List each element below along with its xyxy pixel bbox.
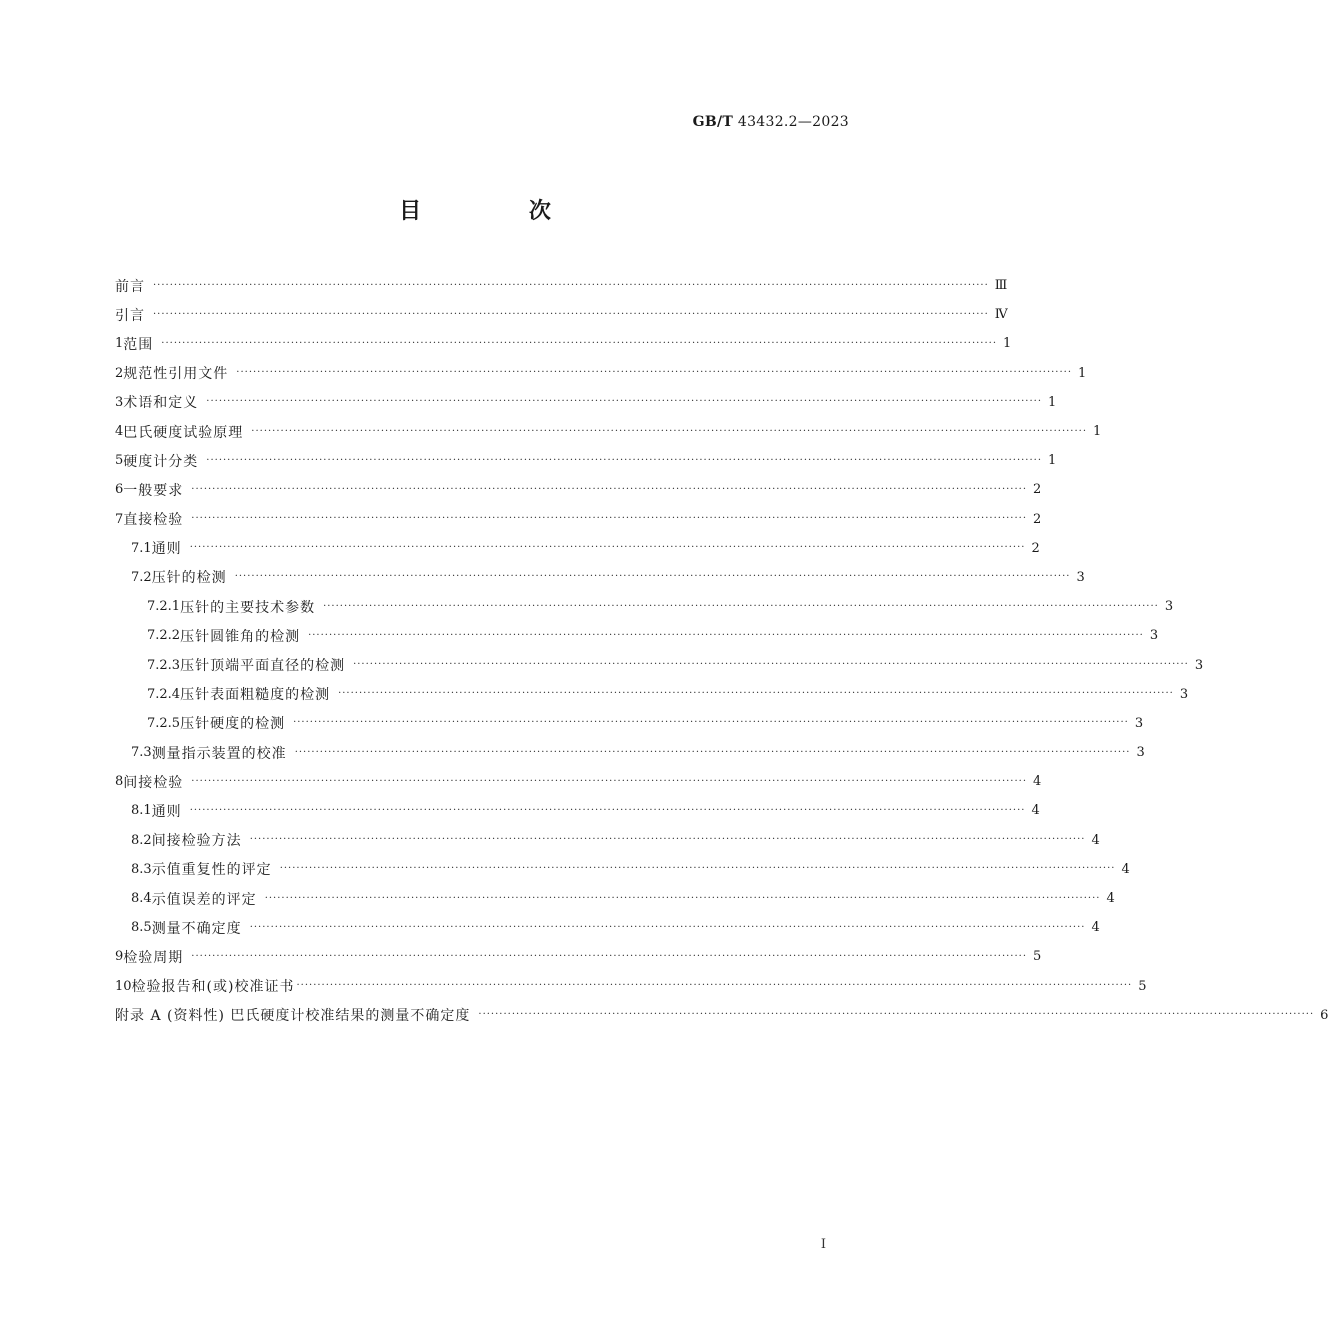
toc-entry[interactable] [115, 446, 1057, 475]
toc-entry-page: 1 [1093, 424, 1102, 440]
toc-entry-title: 一般要求 [123, 482, 184, 499]
toc-entry[interactable] [115, 388, 1057, 417]
toc-leader-dots: ········································································································································································································ [161, 337, 998, 349]
toc-leader-dots: ········································································································································································································ [191, 775, 1028, 787]
toc-entry-title: 引言 [115, 307, 145, 324]
toc-leader-dots: ········································································································································································································ [296, 980, 1133, 992]
toc-entry-page: 1 [1048, 394, 1057, 410]
toc-entry-page: 3 [1149, 628, 1159, 644]
toc-entry-page: 1 [1003, 336, 1012, 352]
toc-entry-page: 2 [1033, 511, 1042, 527]
toc-entry-page: 4 [1091, 920, 1100, 936]
toc-entry-page: 3 [1179, 686, 1189, 702]
toc-entry[interactable] [115, 767, 1042, 796]
toc-entry[interactable] [115, 505, 1042, 534]
toc-entry-title: 前言 [115, 278, 145, 295]
toc-entry[interactable] [115, 563, 1085, 592]
toc-entry-title: 测量指示装置的校准 [151, 745, 287, 762]
toc-entry[interactable] [115, 621, 1159, 650]
toc-leader-dots: ········································································································································································································ [189, 804, 1026, 816]
toc-entry-title: 巴氏硬度试验原理 [123, 424, 244, 441]
toc-leader-dots: ········································································································································································································ [153, 308, 989, 320]
toc-entry-page: 5 [1138, 978, 1147, 994]
toc-leader-dots: ········································································································································································································ [206, 454, 1043, 466]
toc-entry-number: 7 [115, 511, 124, 527]
toc-entry-title: 硬度计分类 [123, 453, 199, 470]
toc-entry-page: Ⅲ [994, 278, 1008, 294]
toc-entry-number: 2 [115, 365, 124, 381]
toc-entry[interactable] [115, 359, 1087, 388]
toc-entry[interactable] [115, 1001, 1328, 1030]
toc-entry-number: 7.2.5 [147, 715, 181, 731]
toc-leader-dots: ········································································································································································································ [293, 717, 1129, 729]
standard-code [693, 114, 849, 130]
toc-entry-title: 间接检验方法 [151, 833, 242, 850]
toc-entry-number: 8.5 [131, 920, 152, 936]
toc-entry-title: 示值重复性的评定 [151, 862, 272, 879]
toc-entry-title: 直接检验 [123, 512, 184, 529]
toc-leader-dots: ········································································································································································································ [191, 950, 1028, 962]
toc-leader-dots: ········································································································································································································ [353, 659, 1189, 671]
toc-leader-dots: ········································································································································································································ [191, 483, 1028, 495]
toc-entry-page: 3 [1134, 715, 1144, 731]
toc-entry-number: 1 [115, 336, 124, 352]
toc-entry[interactable] [115, 942, 1042, 971]
toc-leader-dots: ········································································································································································································ [189, 542, 1026, 554]
toc-entry-page: 4 [1121, 861, 1130, 877]
toc-entry[interactable] [115, 855, 1130, 884]
toc-entry-number: 8 [115, 774, 124, 790]
toc-entry-number: 9 [115, 949, 124, 965]
toc-entry-number: 7.1 [131, 540, 152, 556]
standard-prefix: GB/T [692, 114, 734, 130]
toc-entry-number: 7.2.3 [147, 657, 181, 673]
toc-entry-title: 范围 [123, 336, 154, 353]
toc-entry[interactable] [115, 826, 1100, 855]
toc-entry-page: 4 [1106, 891, 1115, 907]
toc-entry-number: 7.2.1 [147, 599, 181, 615]
toc-entry-title: 规范性引用文件 [123, 366, 229, 383]
toc-entry-page: 1 [1078, 365, 1087, 381]
toc-entry[interactable] [115, 534, 1040, 563]
toc-entry-title: 压针顶端平面直径的检测 [180, 658, 346, 675]
toc-entry[interactable] [115, 650, 1204, 679]
toc-leader-dots: ········································································································································································································ [234, 571, 1071, 583]
toc-leader-dots: ········································································································································································································ [279, 863, 1116, 875]
toc-entry-title: 通则 [151, 803, 182, 820]
toc-entry-title: 附录 A (资料性) 巴氏硬度计校准结果的测量不确定度 [115, 1008, 471, 1025]
toc-entry-page: 2 [1031, 540, 1040, 556]
toc-entry-page: 3 [1194, 657, 1204, 673]
toc-entry[interactable] [115, 475, 1042, 504]
toc-leader-dots: ········································································································································································································ [249, 921, 1086, 933]
toc-leader-dots: ········································································································································································································ [323, 600, 1159, 612]
toc-entry-page: 4 [1033, 774, 1042, 790]
toc-entry-number: 7.2 [131, 569, 152, 585]
toc-leader-dots: ········································································································································································································ [264, 892, 1101, 904]
toc-entry-number: 7.3 [131, 745, 152, 761]
toc-entry[interactable] [115, 709, 1144, 738]
toc-entry-number: 5 [115, 453, 124, 469]
toc-entry-number: 8.3 [131, 861, 152, 877]
toc-entry-number: 8.1 [131, 803, 152, 819]
toc-entry[interactable] [115, 680, 1189, 709]
toc-entry-title: 检验报告和(或)校准证书 [131, 979, 295, 996]
toc-entry-page: 3 [1136, 745, 1145, 761]
toc-entry-title: 压针圆锥角的检测 [180, 628, 301, 645]
toc-entry-page: 6 [1320, 1007, 1328, 1023]
toc-leader-dots: ········································································································································································································ [294, 746, 1131, 758]
toc-entry-number: 10 [115, 978, 132, 994]
toc-leader-dots: ········································································································································································································ [236, 367, 1073, 379]
toc-entry-page: 2 [1033, 482, 1042, 498]
page-number: I [820, 1237, 826, 1252]
toc-entry[interactable] [115, 972, 1147, 1001]
toc-entry-page: Ⅳ [994, 307, 1008, 323]
toc-entry-number: 6 [115, 482, 124, 498]
toc-entry-title: 压针表面粗糙度的检测 [180, 687, 331, 704]
toc-entry[interactable] [115, 884, 1115, 913]
toc-entry-title: 示值误差的评定 [151, 891, 257, 908]
toc-entry-number: 4 [115, 424, 124, 440]
toc-entry-page: 3 [1076, 569, 1085, 585]
toc-entry-number: 8.4 [131, 891, 152, 907]
toc-list [115, 271, 1328, 1030]
toc-entry-number: 3 [115, 394, 124, 410]
toc-entry[interactable] [115, 738, 1145, 767]
toc-entry-page: 4 [1091, 832, 1100, 848]
toc-entry-title: 压针的主要技术参数 [180, 599, 316, 616]
toc-leader-dots: ········································································································································································································ [308, 629, 1144, 641]
toc-leader-dots: ········································································································································································································ [251, 425, 1088, 437]
toc-entry-title: 压针硬度的检测 [180, 716, 286, 733]
toc-leader-dots: ········································································································································································································ [478, 1009, 1315, 1021]
toc-leader-dots: ········································································································································································································ [206, 396, 1043, 408]
toc-entry-title: 间接检验 [123, 774, 184, 791]
toc-entry-number: 7.2.4 [147, 686, 181, 702]
toc-entry-number: 7.2.2 [147, 628, 181, 644]
toc-leader-dots: ········································································································································································································ [191, 513, 1028, 525]
toc-entry[interactable] [115, 592, 1174, 621]
toc-entry-title: 术语和定义 [123, 395, 199, 412]
toc-entry-page: 5 [1033, 949, 1042, 965]
toc-entry-page: 4 [1031, 803, 1040, 819]
toc-entry[interactable] [115, 329, 1012, 358]
toc-entry[interactable] [115, 417, 1102, 446]
standard-number: 43432.2—2023 [737, 114, 849, 130]
toc-entry[interactable] [115, 300, 1008, 329]
toc-leader-dots: ········································································································································································································ [249, 834, 1086, 846]
toc-entry-title: 压针的检测 [151, 570, 227, 587]
toc-entry-number: 8.2 [131, 832, 152, 848]
toc-entry-title: 通则 [151, 541, 182, 558]
toc-leader-dots: ········································································································································································································ [338, 688, 1174, 700]
toc-entry-title: 检验周期 [123, 949, 184, 966]
toc-entry-page: 1 [1048, 453, 1057, 469]
toc-leader-dots: ········································································································································································································ [153, 279, 989, 291]
toc-entry[interactable] [115, 271, 1008, 300]
toc-entry[interactable] [115, 913, 1100, 942]
toc-title: 目 次 [399, 199, 601, 224]
toc-entry[interactable] [115, 796, 1040, 825]
toc-entry-page: 3 [1164, 599, 1174, 615]
toc-entry-title: 测量不确定度 [151, 920, 242, 937]
